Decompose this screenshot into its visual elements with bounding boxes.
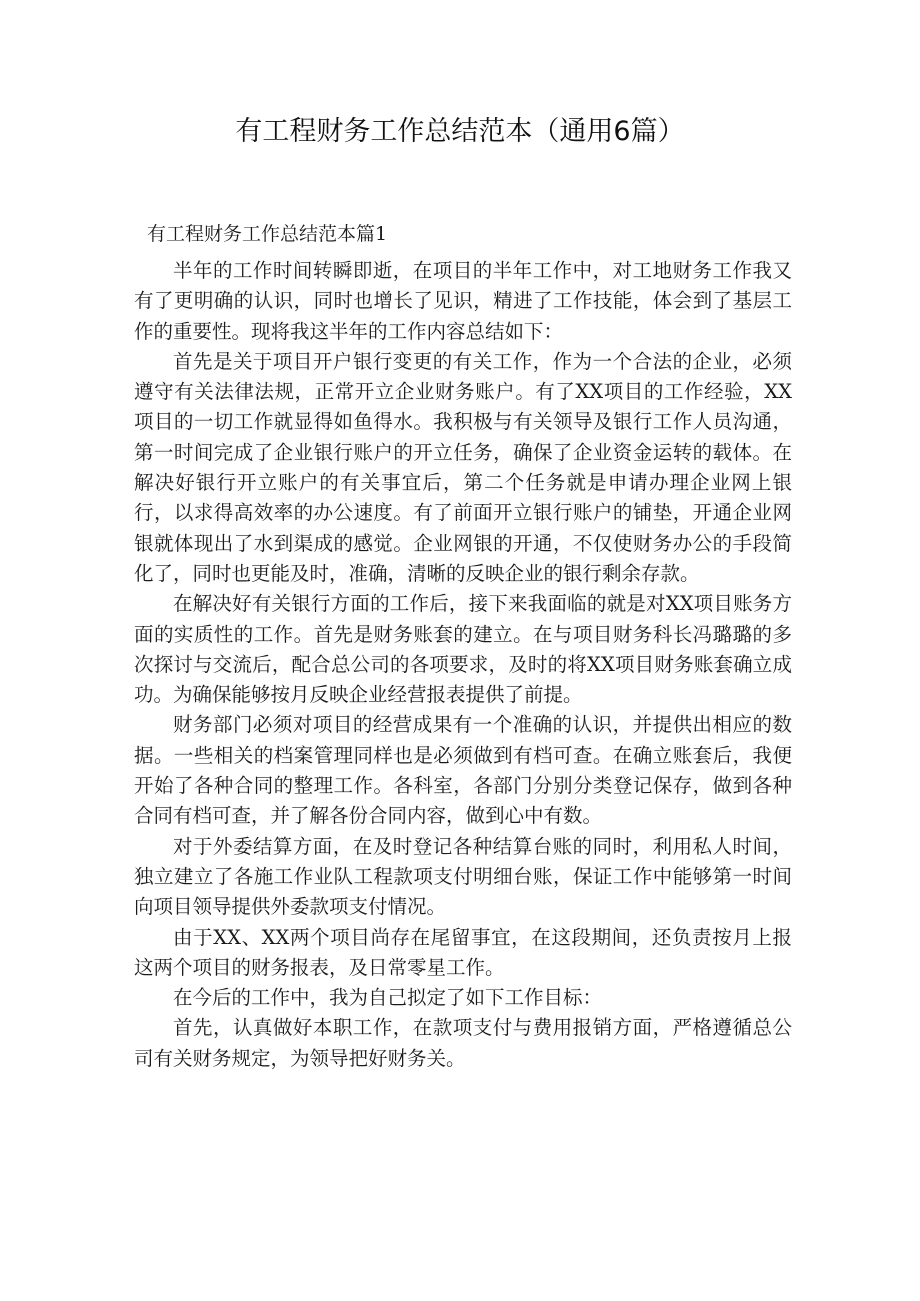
paragraph: 由于XX、XX两个项目尚存在尾留事宜，在这段期间，还负责按月上报这两个项目的财务报表，及日常零星工作。 xyxy=(134,925,792,979)
paragraph: 财务部门必须对项目的经营成果有一个准确的认识，并提供出相应的数据。一些相关的档案管理同样也是必须做到有档可查。在确立账套后，我便开始了各种合同的整理工作。各科室，各部门分别分类登记保存，做到各种合同有档可查，并了解各份合同内容，做到心中有数。 xyxy=(134,713,792,828)
document-title: 有工程财务工作总结范本（通用6篇） xyxy=(235,116,685,147)
paragraph: 对于外委结算方面，在及时登记各种结算台账的同时，利用私人时间，独立建立了各施工作业队工程款项支付明细台账，保证工作中能够第一时间向项目领导提供外委款项支付情况。 xyxy=(134,834,792,919)
paragraph: 首先是关于项目开户银行变更的有关工作，作为一个合法的企业，必须遵守有关法律法规，正常开立企业财务账户。有了XX项目的工作经验，XX项目的一切工作就显得如鱼得水。我积极与有关领导及银行工作人员沟通，第一时间完成了企业银行账户的开立任务，确保了企业资金运转的载体。在解决好银行开立账户的有关事宜后，第二个任务就是申请办理企业网上银行，以求得高效率的办公速度。有了前面开立银行账户的铺垫，开通企业网银就体现出了水到渠成的感觉。企业网银的开通，不仅使财务办公的手段简化了，同时也更能及时，准确，清晰的反映企业的银行剩余存款。 xyxy=(134,349,792,585)
paragraph: 半年的工作时间转瞬即逝，在项目的半年工作中，对工地财务工作我又有了更明确的认识，同时也增长了见识，精进了工作技能，体会到了基层工作的重要性。现将我这半年的工作内容总结如下： xyxy=(134,259,792,343)
paragraph: 首先，认真做好本职工作，在款项支付与费用报销方面，严格遵循总公司有关财务规定，为领导把好财务关。 xyxy=(134,1016,792,1070)
paragraph: 在解决好有关银行方面的工作后，接下来我面临的就是对XX项目账务方面的实质性的工作。首先是财务账套的建立。在与项目财务科长冯璐璐的多次探讨与交流后，配合总公司的各项要求，及时的将XX项目财务账套确立成功。为确保能够按月反映企业经营报表提供了前提。 xyxy=(134,592,792,707)
document-body xyxy=(134,256,792,1074)
section-heading: 有工程财务工作总结范本篇1 xyxy=(147,223,388,245)
paragraph: 在今后的工作中，我为自己拟定了如下工作目标： xyxy=(173,986,603,1010)
